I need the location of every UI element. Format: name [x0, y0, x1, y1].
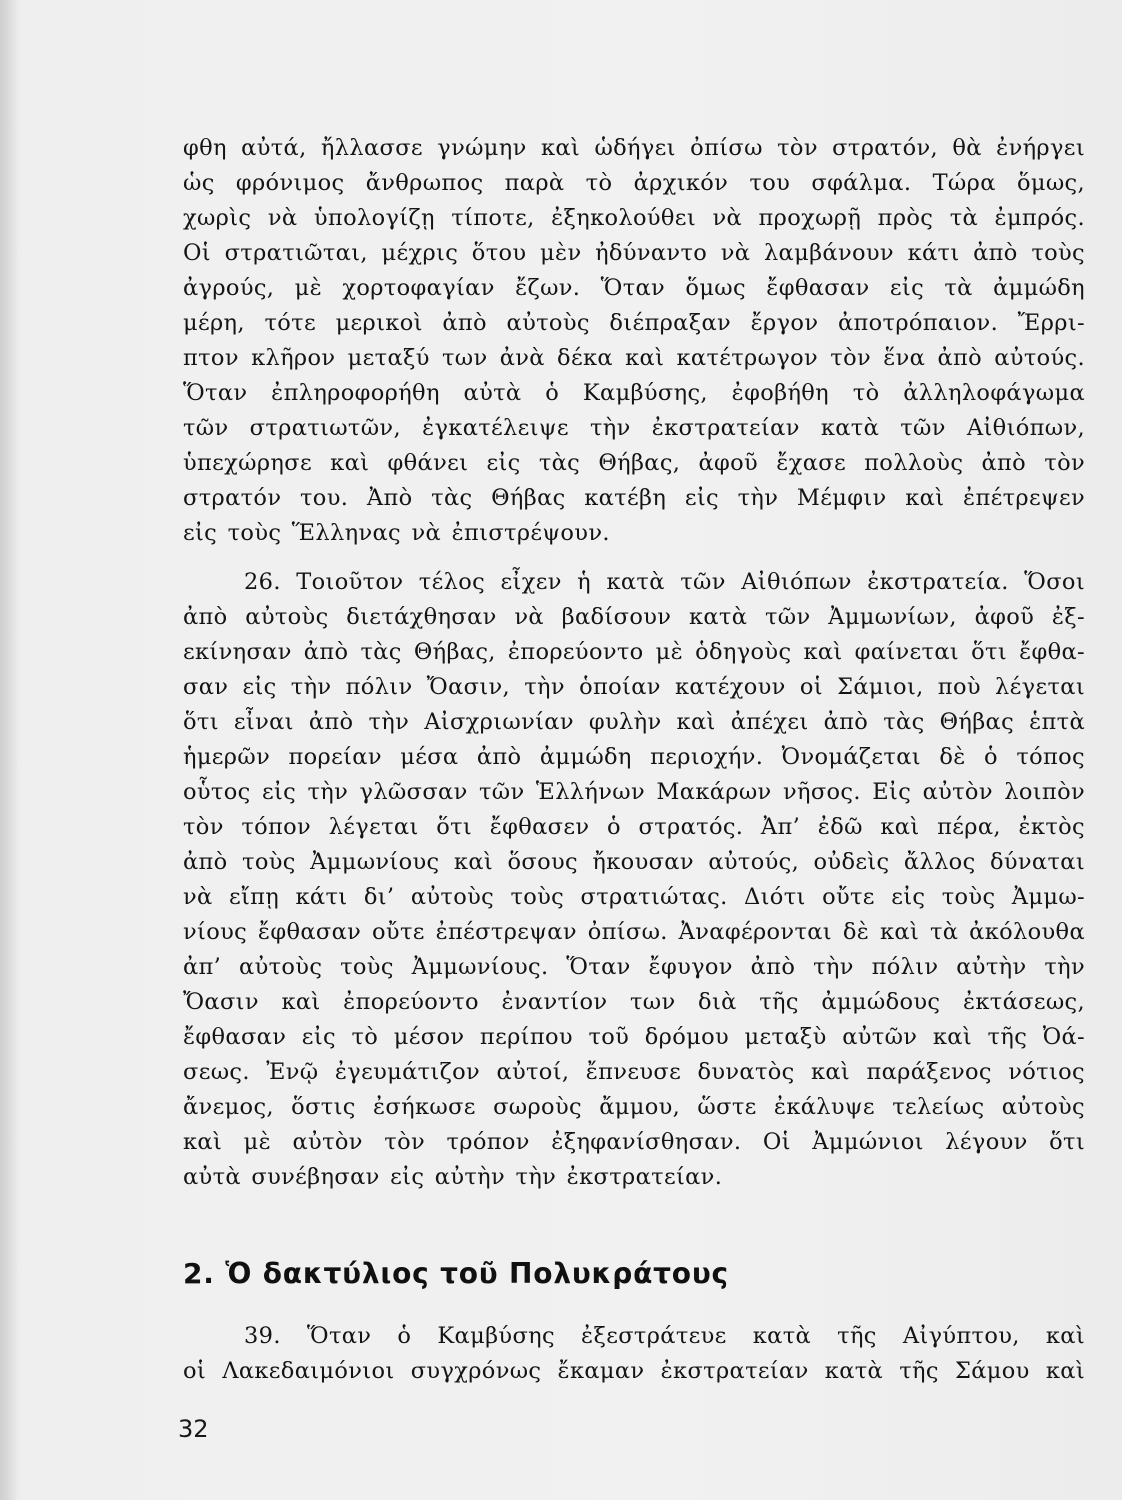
text-line: ἔφθασαν εἰς τὸ μέσον περίπου τοῦ δρόμου μεταξὺ αὐτῶν καὶ τῆς Ὀά-: [183, 1024, 1085, 1050]
section-heading: 2. Ὁ δακτύλιος τοῦ Πολυκράτους: [183, 1257, 729, 1290]
text-line: πτον κλῆρον μεταξύ των ἀνὰ δέκα καὶ κατέτρωγον τὸν ἕνα ἀπὸ αὐτούς.: [183, 345, 1085, 371]
text-line: ἀπὸ αὐτοὺς διετάχθησαν νὰ βαδίσουν κατὰ τῶν Ἀμμωνίων, ἀφοῦ ἐξ-: [183, 604, 1085, 630]
text-line: ἀγρούς, μὲ χορτοφαγίαν ἔζων. Ὅταν ὅμως ἔφθασαν εἰς τὰ ἀμμώδη: [183, 275, 1085, 301]
text-line: οἱ Λακεδαιμόνιοι συγχρόνως ἔκαμαν ἐκστρατείαν κατὰ τῆς Σάμου καὶ: [183, 1358, 1085, 1384]
text-line: οὗτος εἰς τὴν γλῶσσαν τῶν Ἑλλήνων Μακάρων νῆσος. Εἰς αὐτὸν λοιπὸν: [183, 779, 1085, 805]
text-line: ὡς φρόνιμος ἄνθρωπος παρὰ τὸ ἀρχικόν του σφάλμα. Τώρα ὅμως,: [183, 170, 1085, 196]
text-line: Ὅταν ἐπληροφορήθη αὐτὰ ὁ Καμβύσης, ἐφοβήθη τὸ ἀλληλοφάγωμα: [183, 380, 1085, 406]
text-line: τῶν στρατιωτῶν, ἐγκατέλειψε τὴν ἐκστρατείαν κατὰ τῶν Αἰθιόπων,: [183, 415, 1085, 441]
binding-shadow: [0, 0, 18, 1500]
text-line: νίους ἔφθασαν οὔτε ἐπέστρεψαν ὀπίσω. Ἀναφέρονται δὲ καὶ τὰ ἀκόλουθα: [183, 919, 1085, 945]
text-line: ὅτι εἶναι ἀπὸ τὴν Αἰσχριωνίαν φυλὴν καὶ ἀπέχει ἀπὸ τὰς Θήβας ἑπτὰ: [183, 709, 1085, 735]
text-line: εκίνησαν ἀπὸ τὰς Θήβας, ἐπορεύοντο μὲ ὁδηγοὺς καὶ φαίνεται ὅτι ἔφθα-: [183, 639, 1085, 665]
text-line: ἄνεμος, ὅστις ἐσήκωσε σωροὺς ἄμμου, ὥστε ἐκάλυψε τελείως αὐτοὺς: [183, 1094, 1085, 1120]
text-line: φθη αὐτά, ἤλλασσε γνώμην καὶ ὡδήγει ὀπίσω τὸν στρατόν, θὰ ἐνήργει: [183, 135, 1085, 161]
text-line: καὶ μὲ αὐτὸν τὸν τρόπον ἐξηφανίσθησαν. Οἱ Ἀμμώνιοι λέγουν ὅτι: [183, 1129, 1085, 1155]
text-line: νὰ εἴπῃ κάτι δι’ αὐτοὺς τοὺς στρατιώτας. Διότι οὔτε εἰς τοὺς Ἀμμω-: [183, 884, 1085, 910]
text-line: Ὄασιν καὶ ἐπορεύοντο ἐναντίον των διὰ τῆς ἀμμώδους ἐκτάσεως,: [183, 989, 1085, 1015]
text-line: στρατόν του. Ἀπὸ τὰς Θήβας κατέβη εἰς τὴν Μέμφιν καὶ ἐπέτρεψεν: [183, 485, 1085, 511]
page-number: 32: [178, 1415, 209, 1443]
text-line: ἀπὸ τοὺς Ἀμμωνίους καὶ ὅσους ἤκουσαν αὐτούς, οὐδεὶς ἄλλος δύναται: [183, 849, 1085, 875]
text-line: 26. Τοιοῦτον τέλος εἶχεν ἡ κατὰ τῶν Αἰθιόπων ἐκστρατεία. Ὅσοι: [244, 569, 1085, 595]
text-line: Οἱ στρατιῶται, μέχρις ὅτου μὲν ἠδύναντο νὰ λαμβάνουν κάτι ἀπὸ τοὺς: [183, 240, 1085, 266]
text-line: χωρὶς νὰ ὑπολογίζῃ τίποτε, ἐξηκολούθει νὰ προχωρῇ πρὸς τὰ ἐμπρός.: [183, 205, 1085, 231]
text-line: ὑπεχώρησε καὶ φθάνει εἰς τὰς Θήβας, ἀφοῦ ἔχασε πολλοὺς ἀπὸ τὸν: [183, 450, 1085, 476]
text-line: μέρη, τότε μερικοὶ ἀπὸ αὐτοὺς διέπραξαν ἔργον ἀποτρόπαιον. Ἔρρι-: [183, 310, 1085, 336]
text-line: αὐτὰ συνέβησαν εἰς αὐτὴν τὴν ἐκστρατείαν.: [183, 1164, 723, 1190]
text-line: σεως. Ἐνῷ ἐγευμάτιζον αὐτοί, ἔπνευσε δυνατὸς καὶ παράξενος νότιος: [183, 1059, 1085, 1085]
text-line: ἀπ’ αὐτοὺς τοὺς Ἀμμωνίους. Ὅταν ἔφυγον ἀπὸ τὴν πόλιν αὐτὴν τὴν: [183, 954, 1085, 980]
text-line: ἡμερῶν πορείαν μέσα ἀπὸ ἀμμώδη περιοχήν. Ὀνομάζεται δὲ ὁ τόπος: [183, 744, 1085, 770]
text-line: τὸν τόπον λέγεται ὅτι ἔφθασεν ὁ στρατός. Ἀπ’ ἐδῶ καὶ πέρα, ἐκτὸς: [183, 814, 1085, 840]
text-line: εἰς τοὺς Ἕλληνας νὰ ἐπιστρέψουν.: [183, 520, 610, 546]
text-line: σαν εἰς τὴν πόλιν Ὄασιν, τὴν ὁποίαν κατέχουν οἱ Σάμιοι, ποὺ λέγεται: [183, 674, 1085, 700]
text-line: 39. Ὅταν ὁ Καμβύσης ἐξεστράτευε κατὰ τῆς Αἰγύπτου, καὶ: [244, 1323, 1085, 1349]
